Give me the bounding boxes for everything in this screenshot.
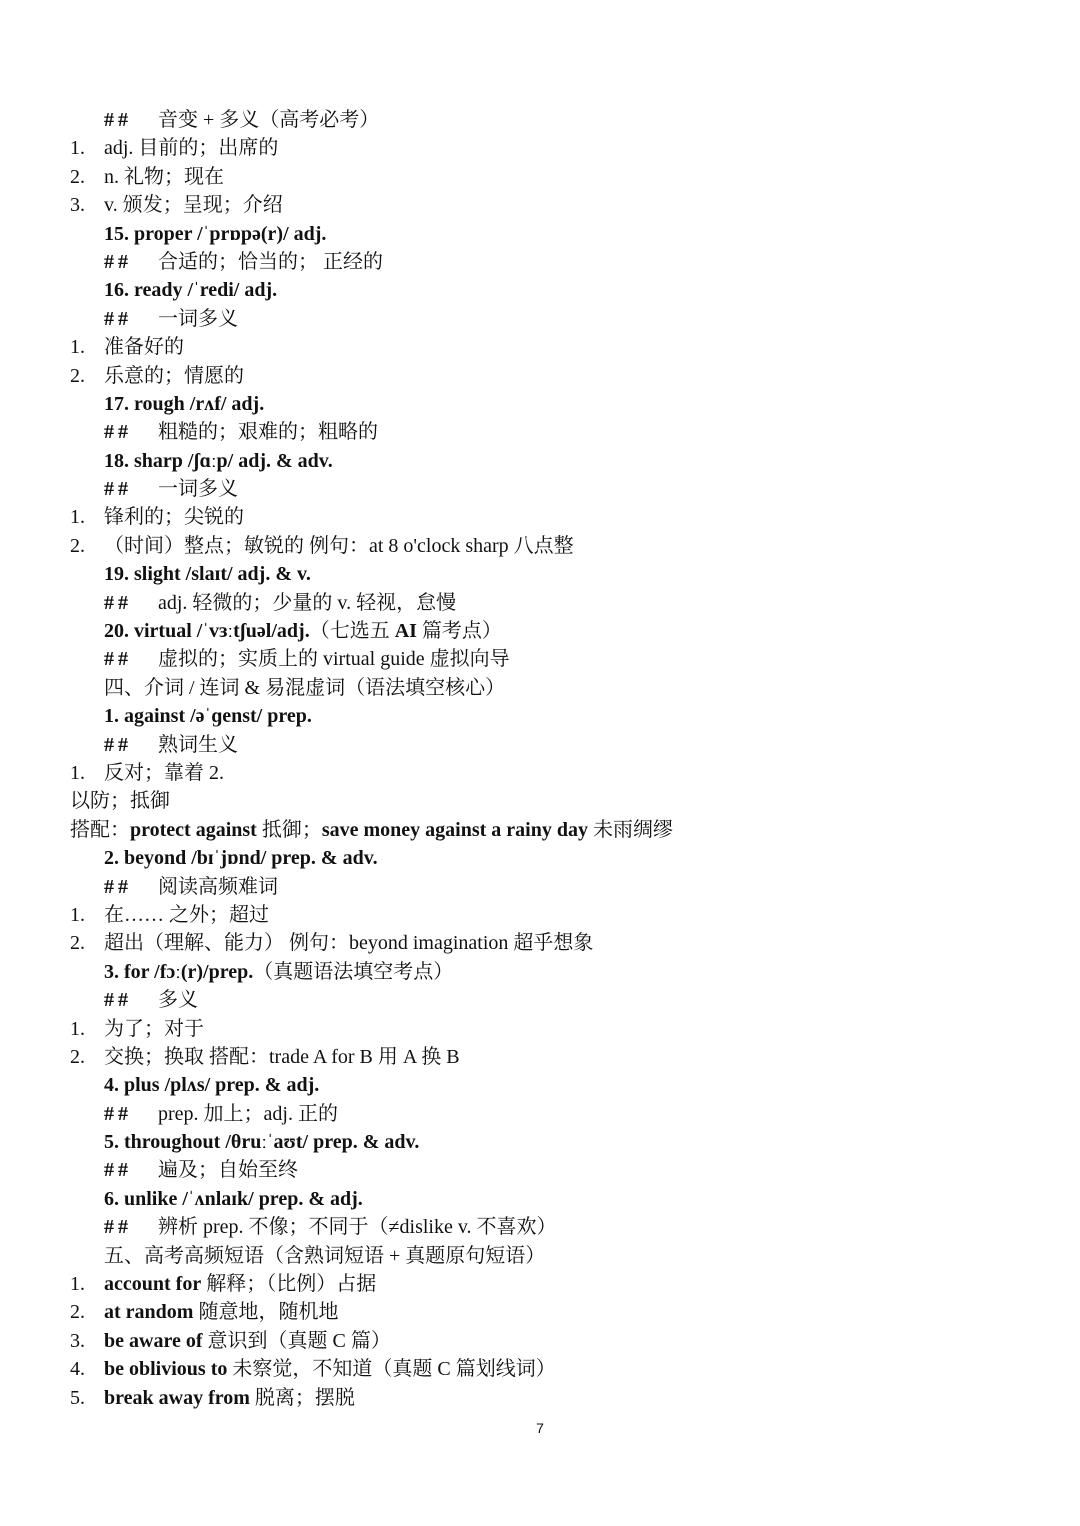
text-line bbox=[70, 362, 1030, 390]
list-number: 2. bbox=[70, 1045, 85, 1068]
text-line bbox=[70, 560, 1030, 588]
text-body bbox=[70, 106, 1030, 1412]
bold-term: account for bbox=[104, 1273, 202, 1296]
line-text: 未察觉，不知道（真题 C 篇划线词） bbox=[227, 1358, 556, 1381]
line-text: 虚拟的；实质上的 virtual guide 虚拟向导 bbox=[158, 648, 510, 671]
bold-term: AI bbox=[394, 620, 417, 643]
list-number: 2. bbox=[70, 932, 85, 955]
bold-term: at random bbox=[104, 1301, 194, 1324]
line-text: 多义 bbox=[158, 989, 198, 1012]
hash-marker: ## bbox=[104, 1159, 132, 1182]
text-line bbox=[70, 305, 1030, 333]
line-text: 粗糙的；艰难的；粗略的 bbox=[158, 421, 378, 444]
line-text: 超出（理解、能力） 例句：beyond imagination 超乎想象 bbox=[104, 932, 594, 955]
line-text: 未雨绸缪 bbox=[587, 818, 673, 841]
line-text: 准备好的 bbox=[104, 336, 184, 359]
line-text: 反对；靠着 2. bbox=[104, 761, 224, 784]
bold-term: save money against a rainy day bbox=[321, 818, 588, 841]
bold-term: be aware of bbox=[104, 1329, 203, 1352]
text-line bbox=[70, 106, 1030, 134]
text-line bbox=[70, 1100, 1030, 1128]
bold-term: 16. ready /ˈredi/ adj. bbox=[104, 279, 278, 302]
text-line bbox=[70, 1043, 1030, 1071]
list-number: 1. bbox=[70, 903, 85, 926]
hash-marker: ## bbox=[104, 109, 132, 131]
text-line bbox=[70, 759, 1030, 787]
text-line bbox=[70, 645, 1030, 673]
bold-term: 4. plus /plʌs/ prep. & adj. bbox=[104, 1074, 320, 1097]
line-text: 遍及；自始至终 bbox=[158, 1159, 298, 1182]
page-number: 7 bbox=[536, 1420, 544, 1436]
text-line bbox=[70, 163, 1030, 191]
text-line bbox=[70, 1270, 1030, 1298]
text-line bbox=[70, 1298, 1030, 1326]
list-number: 1. bbox=[70, 506, 85, 529]
line-text: prep. 加上；adj. 正的 bbox=[158, 1102, 338, 1125]
text-line bbox=[70, 589, 1030, 617]
line-text: （七选五 bbox=[309, 620, 395, 643]
bold-term: protect against bbox=[130, 818, 257, 841]
text-line bbox=[70, 276, 1030, 304]
line-text: 锋利的；尖锐的 bbox=[104, 506, 244, 529]
line-text: 篇考点） bbox=[416, 620, 502, 643]
line-text: 解释；（比例）占据 bbox=[201, 1273, 377, 1296]
line-text: 为了；对于 bbox=[104, 1017, 204, 1040]
list-number: 4. bbox=[70, 1358, 85, 1381]
list-number: 1. bbox=[70, 137, 85, 160]
line-text: （真题语法填空考点） bbox=[253, 960, 454, 983]
text-line bbox=[70, 929, 1030, 957]
text-line bbox=[70, 674, 1030, 702]
hash-marker: ## bbox=[104, 478, 132, 501]
text-line bbox=[70, 532, 1030, 560]
text-line bbox=[70, 901, 1030, 929]
text-line bbox=[70, 134, 1030, 162]
line-text: 辨析 prep. 不像；不同于（≠dislike v. 不喜欢） bbox=[158, 1216, 557, 1239]
text-line bbox=[70, 220, 1030, 248]
hash-marker: ## bbox=[104, 1216, 132, 1239]
line-text: 随意地，随机地 bbox=[193, 1301, 339, 1324]
bold-term: 15. proper /ˈprɒpə(r)/ adj. bbox=[104, 222, 327, 245]
text-line bbox=[70, 1128, 1030, 1156]
text-line bbox=[70, 447, 1030, 475]
line-text: 以防；抵御 bbox=[70, 790, 170, 813]
line-text: adj. 轻微的；少量的 v. 轻视，怠慢 bbox=[158, 591, 457, 614]
bold-term: 18. sharp /ʃɑːp/ adj. & adv. bbox=[104, 449, 333, 472]
bold-term: be oblivious to bbox=[104, 1358, 228, 1381]
text-line bbox=[70, 986, 1030, 1014]
text-line bbox=[70, 787, 1030, 815]
list-number: 3. bbox=[70, 194, 85, 217]
text-line bbox=[70, 1071, 1030, 1099]
hash-marker: ## bbox=[104, 421, 132, 444]
text-line bbox=[70, 1156, 1030, 1184]
bold-term: 19. slight /slaɪt/ adj. & v. bbox=[104, 563, 311, 586]
text-line bbox=[70, 248, 1030, 276]
list-number: 2. bbox=[70, 534, 85, 557]
text-line bbox=[70, 418, 1030, 446]
line-text: 搭配： bbox=[70, 818, 130, 841]
hash-marker: ## bbox=[104, 648, 132, 671]
text-line bbox=[70, 333, 1030, 361]
text-line bbox=[70, 191, 1030, 219]
line-text: 一词多义 bbox=[158, 478, 238, 501]
text-line bbox=[70, 475, 1030, 503]
hash-marker: ## bbox=[104, 307, 132, 330]
list-number: 1. bbox=[70, 336, 85, 359]
bold-term: 5. throughout /θruːˈaʊt/ prep. & adv. bbox=[104, 1131, 420, 1154]
list-number: 3. bbox=[70, 1329, 85, 1352]
text-line bbox=[70, 1355, 1030, 1383]
text-line bbox=[70, 1015, 1030, 1043]
text-line bbox=[70, 844, 1030, 872]
list-number: 1. bbox=[70, 761, 85, 784]
line-text: 五、高考高频短语（含熟词短语 + 真题原句短语） bbox=[104, 1244, 546, 1267]
hash-marker: ## bbox=[104, 989, 132, 1012]
line-text: 音变 + 多义（高考必考） bbox=[158, 109, 380, 131]
text-line bbox=[70, 1213, 1030, 1241]
bold-term: break away from bbox=[104, 1386, 250, 1409]
line-text: 意识到（真题 C 篇） bbox=[202, 1329, 391, 1352]
text-line bbox=[70, 503, 1030, 531]
line-text: 交换；换取 搭配：trade A for B 用 A 换 B bbox=[104, 1045, 460, 1068]
text-line bbox=[70, 731, 1030, 759]
line-text: 阅读高频难词 bbox=[158, 875, 278, 898]
bold-term: 1. against /əˈɡenst/ prep. bbox=[104, 705, 312, 728]
text-line bbox=[70, 1384, 1030, 1412]
text-line bbox=[70, 1185, 1030, 1213]
text-line bbox=[70, 1242, 1030, 1270]
text-line bbox=[70, 702, 1030, 730]
hash-marker: ## bbox=[104, 591, 132, 614]
line-text: 合适的；恰当的； 正经的 bbox=[158, 250, 383, 273]
bold-term: 2. beyond /bɪˈjɒnd/ prep. & adv. bbox=[104, 847, 378, 870]
bold-term: 20. virtual /ˈvɜːtʃuəl/adj. bbox=[104, 620, 310, 643]
line-text: 在…… 之外；超过 bbox=[104, 903, 269, 926]
bold-term: 17. rough /rʌf/ adj. bbox=[104, 392, 265, 415]
hash-marker: ## bbox=[104, 1102, 132, 1125]
line-text: 乐意的；情愿的 bbox=[104, 364, 244, 387]
text-line bbox=[70, 390, 1030, 418]
line-text: adj. 目前的；出席的 bbox=[104, 137, 279, 160]
list-number: 1. bbox=[70, 1273, 85, 1296]
line-text: 四、介词 / 连词 & 易混虚词（语法填空核心） bbox=[104, 676, 506, 699]
list-number: 5. bbox=[70, 1386, 85, 1409]
list-number: 1. bbox=[70, 1017, 85, 1040]
line-text: 脱离；摆脱 bbox=[249, 1386, 355, 1409]
hash-marker: ## bbox=[104, 250, 132, 273]
bold-term: 3. for /fɔː(r)/prep. bbox=[104, 960, 254, 983]
line-text: n. 礼物；现在 bbox=[104, 165, 224, 188]
line-text: v. 颁发；呈现；介绍 bbox=[104, 194, 283, 217]
text-line bbox=[70, 958, 1030, 986]
list-number: 2. bbox=[70, 1301, 85, 1324]
line-text: （时间）整点；敏锐的 例句：at 8 o'clock sharp 八点整 bbox=[104, 534, 574, 557]
line-text: 一词多义 bbox=[158, 307, 238, 330]
line-text: 熟词生义 bbox=[158, 733, 238, 756]
list-number: 2. bbox=[70, 165, 85, 188]
bold-term: 6. unlike /ˈʌnlaɪk/ prep. & adj. bbox=[104, 1187, 363, 1210]
list-number: 2. bbox=[70, 364, 85, 387]
text-line bbox=[70, 1327, 1030, 1355]
text-line bbox=[70, 873, 1030, 901]
hash-marker: ## bbox=[104, 733, 132, 756]
line-text: 抵御； bbox=[256, 818, 322, 841]
text-line bbox=[70, 617, 1030, 645]
text-line bbox=[70, 816, 1030, 844]
hash-marker: ## bbox=[104, 875, 132, 898]
